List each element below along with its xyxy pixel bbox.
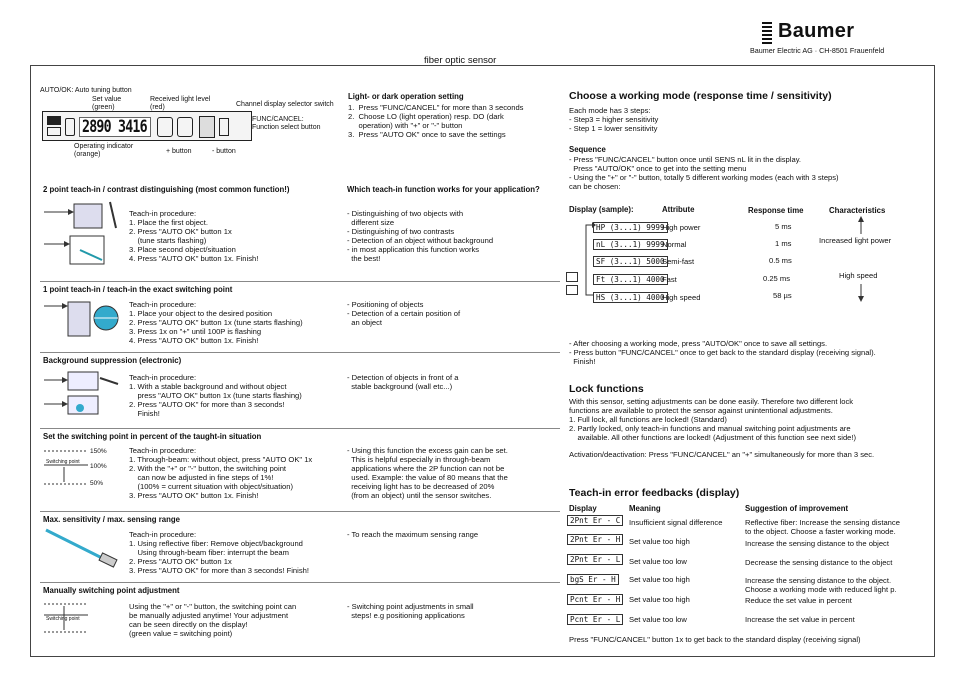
plus-key-icon [566,272,578,282]
brand-name: Baumer [778,20,855,42]
mode-header-display: Display (sample): [569,205,634,214]
label-plus-button: + button [166,148,192,155]
mode-attr-sf: Semi-fast [662,257,695,266]
mode-resp-nl: 1 ms [775,239,792,248]
errors-header-suggestion: Suggestion of improvement [745,504,849,513]
lock-activation: Activation/deactivation: Press "FUNC/CANCEL" an "+" simultaneously for more than 3 sec. [569,450,875,459]
application-percent: - Using this function the excess gain can be set. This is helpful especially in through-beam applications where the 2P function can not be used. Example: the value of 80 means that the receiving light has to be decreased of 20% (from an object) until the sensor switches. [347,446,508,500]
label-channel-selector: Channel display selector switch [236,101,334,108]
connector-icon [219,118,229,136]
application-manual: - Switching point adjustments in small steps! e.g positioning applications [347,602,474,620]
application-2point: - Distinguishing of two objects with different size - Distinguishing of two contrasts - Detection of an object without background - in most application this function works the best! [347,209,494,263]
errors-header-display: Display [569,504,597,513]
error-meaning-bgs-h: Set value too high [629,575,690,584]
mode-attr-nl: Normal [662,240,687,249]
sensor-display-panel [42,111,252,141]
background-suppression-icon [40,370,120,418]
mode-header-characteristics: Characteristics [829,206,886,215]
mode-display-hs: HS (3...1) 4000 [593,292,668,303]
mode-display-nl: nL (3...1) 9999 [593,239,668,250]
sequence-text: - Press "FUNC/CANCEL" button once until SENS nL lit in the display. Press "AUTO/OK" once to get into the setting menu - Using the "+" or "-" button, totally 5 different working modes (each with 3 steps) can be chosen: [569,155,839,191]
sequence-title: Sequence [569,145,606,154]
mode-header-response: Response time [748,206,804,215]
procedure-percent: Teach-in procedure: 1. Through-beam: without object, press "AUTO OK" 1x 2. With the "+" or "-" button, the switching point can now be adjusted in fine steps of 1%! (100% = current situation with object/situation) 3. Press "AUTO OK" button 1x. Finish! [129,446,313,500]
error-display-pcnt-l: Pcnt Er - L [567,614,623,625]
switching-point-label: Switching point [46,459,80,465]
working-mode-title: Choose a working mode (response time / sensitivity) [569,90,832,102]
characteristics-arrows-icon [856,216,866,302]
light-dark-title: Light- or dark operation setting [348,92,464,101]
lock-text: With this sensor, setting adjustments can be done easily. Therefore two different lock functions are available to protect the sensor against unintentional adjustments. 1. Full lock, all functions are locked! (Standard) 2. Partly locked, only teach-in functions and manual switching point adjustments are available. All other functions are locked! (Adjustment of this function see next side!) [569,397,857,442]
error-suggestion-pcnt-l: Increase the set value in percent [745,615,855,624]
working-mode-after: - After choosing a working mode, press "AUTO/OK" once to save all settings. - Press button "FUNC/CANCEL" once to get back to the standard display (receiving signal). Finish! [569,339,876,366]
error-display-2pnt-l: 2Pnt Er - L [567,554,623,565]
application-1point: - Positioning of objects - Detection of a certain position of an object [347,300,461,327]
mode-resp-hs: 58 µs [773,291,792,300]
indicator-icon [47,127,61,136]
percent-150: 150% [90,448,107,455]
section-title-2point: 2 point teach-in / contrast distinguishing (most common function!) [43,185,290,194]
which-teach-title: Which teach-in function works for your application? [347,185,540,194]
label-auto-ok: AUTO/OK: Auto tuning button [40,87,132,94]
procedure-max-sensitivity: Teach-in procedure: 1. Using reflective fiber: Remove object/background Using through-beam fiber: interrupt the beam 2. Press "AUTO OK" button 1x 3. Press "AUTO OK" for more than 3 seconds! Finish! [129,530,309,575]
display-digits: 2890 3416 [82,117,147,137]
error-meaning-2pnt-c: Insufficient signal difference [629,518,723,527]
section-title-background: Background suppression (electronic) [43,356,182,365]
error-suggestion-bgs-h: Increase the sensing distance to the object. Choose a working mode with reduced light p. [745,576,897,594]
label-set-value: Set value (green) [92,96,122,112]
mode-attr-hp: High power [662,223,701,232]
error-meaning-2pnt-h: Set value too high [629,537,690,546]
label-func-cancel: FUNC/CANCEL: Function select button [252,116,321,132]
working-mode-intro: Each mode has 3 steps: - Step3 = higher sensitivity - Step 1 = lower sensitivity [569,106,659,133]
error-meaning-2pnt-l: Set value too low [629,557,687,566]
procedure-1point: Teach-in procedure: 1. Place your object to the desired position 2. Press "AUTO OK" button 1x (tune starts flashing) 3. Press 1x on "+" until 100P is flashing 4. Press "AUTO OK" button 1x. Finish! [129,300,303,345]
mode-display-hp: HP (3...1) 9999 [593,222,668,233]
section-title-manual: Manually switching point adjustment [43,586,180,595]
error-suggestion-pcnt-h: Reduce the set value in percent [745,596,852,605]
error-suggestion-2pnt-c: Reflective fiber: Increase the sensing distance to the object. Choose a faster working mode. [745,518,900,536]
product-title: fiber optic sensor [424,55,497,66]
procedure-manual: Using the "+" or "-" button, the switching point can be manually adjusted anytime! Your adjustment can be seen directly on the display! (green value = switching point) [129,602,297,638]
error-meaning-pcnt-l: Set value too low [629,615,687,624]
error-meaning-pcnt-h: Set value too high [629,595,690,604]
mode-resp-ft: 0.25 ms [763,274,791,283]
error-suggestion-2pnt-h: Increase the sensing distance to the object [745,539,889,548]
label-minus-button: - button [212,148,236,155]
errors-footer: Press "FUNC/CANCEL" button 1x to get back to the standard display (receiving signal) [569,635,861,644]
percent-50: 50% [90,480,104,487]
lock-title: Lock functions [569,383,644,395]
error-display-bgs-h: bgS Er - H [567,574,619,585]
error-suggestion-2pnt-l: Decrease the sensing distance to the object [745,558,893,567]
application-background: - Detection of objects in front of a stable background (wall etc...) [347,373,459,391]
char-high-speed: High speed [839,271,878,280]
mode-display-ft: Ft (3...1) 4000 [593,274,668,285]
minus-button-icon [177,117,193,137]
application-max-sensitivity: - To reach the maximum sensing range [347,530,479,539]
label-operating-indicator: Operating indicator (orange) [74,143,134,159]
mode-attr-hs: High speed [662,293,701,302]
channel-switch-icon [65,118,75,136]
percent-100: 100% [90,463,107,470]
func-cancel-button-icon [199,116,215,138]
percent-scale-icon [42,449,90,491]
errors-header-meaning: Meaning [629,504,661,513]
mode-attr-ft: Fast [662,275,677,284]
error-display-pcnt-h: Pcnt Er - H [567,594,623,605]
mode-resp-hp: 5 ms [775,222,792,231]
two-point-teach-icon [40,198,120,270]
procedure-background: Teach-in procedure: 1. With a stable background and without object press "AUTO OK" button 1x (tune starts flashing) 2. Press "AUTO OK" for more than 3 seconds! Finish! [129,373,302,418]
section-title-1point: 1 point teach-in / teach-in the exact switching point [43,285,233,294]
mode-display-sf: SF (3...1) 5000 [593,256,668,267]
baumer-logo-mark [762,22,772,44]
fiber-cable-icon [42,526,122,570]
label-received-light: Received light level (red) [150,96,211,112]
error-display-2pnt-h: 2Pnt Er - H [567,534,623,545]
auto-ok-button-icon [47,116,61,125]
company-address: Baumer Electric AG · CH-8501 Frauenfeld [750,46,885,55]
light-dark-steps: 1. Press "FUNC/CANCEL" for more than 3 seconds 2. Choose LO (light operation) resp. DO (dark operation) with "+" or "-" button 3. Press "AUTO OK" once to save the settings [348,103,524,139]
one-point-teach-icon [40,296,120,342]
error-display-2pnt-c: 2Pnt Er - C [567,515,623,526]
errors-title: Teach-in error feedbacks (display) [569,487,740,499]
plus-button-icon [157,117,173,137]
char-increased-light: Increased light power [819,236,892,245]
section-title-percent: Set the switching point in percent of the taught-in situation [43,432,262,441]
section-title-max-sensitivity: Max. sensitivity / max. sensing range [43,515,180,524]
mode-resp-sf: 0.5 ms [769,256,792,265]
procedure-2point: Teach-in procedure: 1. Place the first object. 2. Press "AUTO OK" button 1x (tune starts flashing) 3. Place second object/situation 4. Press "AUTO OK" button 1x. Finish! [129,209,259,263]
mode-header-attribute: Attribute [662,205,695,214]
minus-key-icon [566,285,578,295]
manual-switching-label: Switching point [46,616,80,622]
